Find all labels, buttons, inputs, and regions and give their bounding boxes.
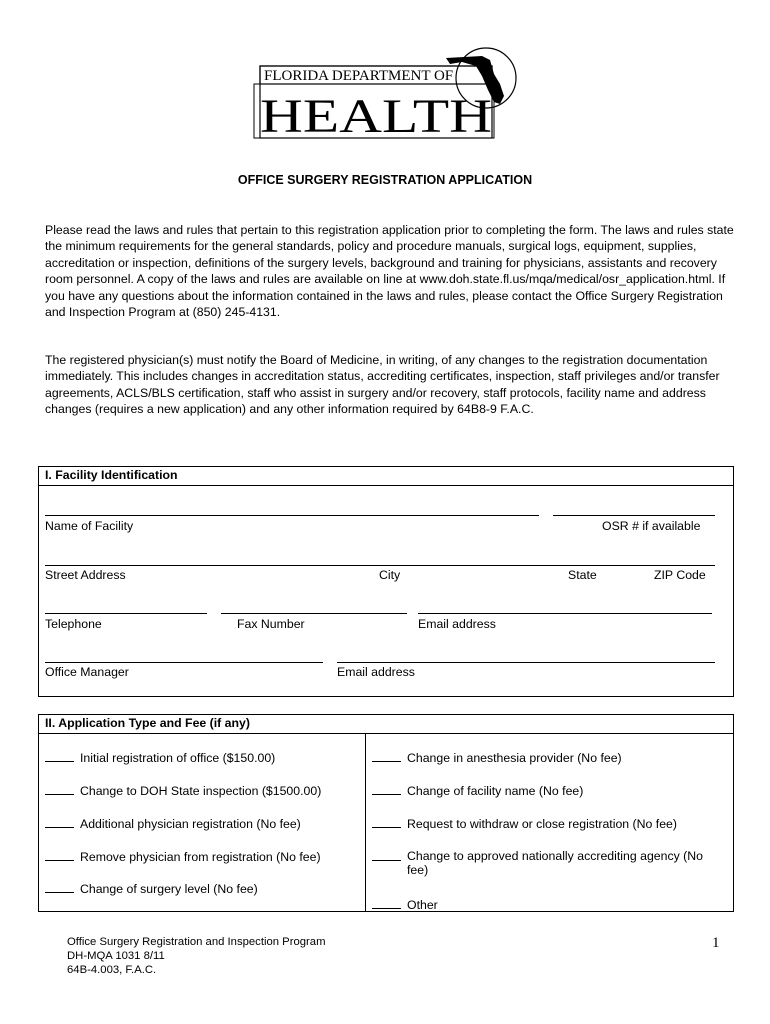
email-label: Email address [418,617,496,631]
fax-label: Fax Number [237,617,305,631]
option-accrediting-agency[interactable]: Change to approved nationally accrediting agency (No fee) [372,849,725,877]
option-surgery-level[interactable]: Change of surgery level (No fee) [45,881,258,896]
fax-field[interactable] [221,613,407,614]
checkbox-blank[interactable] [372,897,401,909]
option-other[interactable]: Other [372,897,438,912]
manager-email-field[interactable] [337,662,715,663]
option-initial-registration[interactable]: Initial registration of office ($150.00) [45,750,275,765]
page-number: 1 [712,935,720,951]
checkbox-blank[interactable] [372,750,401,762]
state-label: State [568,568,597,582]
checkbox-blank[interactable] [372,849,401,861]
telephone-field[interactable] [45,613,207,614]
facility-identification-section [38,466,734,697]
street-address-field[interactable] [45,565,715,566]
option-remove-physician[interactable]: Remove physician from registration (No fee) [45,849,321,864]
intro-paragraph: Please read the laws and rules that pertain to this registration application prior to completing the form. The laws and rules state the minimum requirements for the general standards, policy and procedure manuals, surgical logs, equipment, supplies, accreditation or inspection, definitions of the surgery levels, background and training for physicians, assistants and recovery room personnel. A copy of the laws and rules are available on line at www.doh.state.fl.us/mqa/medical/osr_application.html. If you have any questions about the information contained in the laws and rules, please contact the Office Surgery Registration and Inspection Program at (850) 245-4131. [45,223,734,320]
notice-paragraph: The registered physician(s) must notify the Board of Medicine, in writing, of any changes to the registration documentation immediately. This includes changes in accreditation status, accrediting certificates, inspection, staff privileges and/or transfer agreements, ACLS/BLS certification, staff who assist in surgery and/or recovery, staff protocols, facility name and address changes (requires a new application) and any other information required by 64B8-9 F.A.C. [45,353,720,417]
street-address-label: Street Address [45,568,126,582]
section-heading: I. Facility Identification [39,467,733,486]
footer-program: Office Surgery Registration and Inspection Program [67,936,326,948]
checkbox-blank[interactable] [45,750,74,762]
doh-logo [250,46,520,142]
option-facility-name[interactable]: Change of facility name (No fee) [372,783,583,798]
column-divider [365,733,366,911]
option-doh-inspection[interactable]: Change to DOH State inspection ($1500.00) [45,783,321,798]
facility-name-field[interactable] [45,515,539,516]
option-additional-physician[interactable]: Additional physician registration (No fee) [45,816,301,831]
option-withdraw-registration[interactable]: Request to withdraw or close registration (No fee) [372,816,677,831]
checkbox-blank[interactable] [45,849,74,861]
manager-email-label: Email address [337,665,415,679]
zip-label: ZIP Code [654,568,706,582]
logo-graphic [250,46,520,142]
facility-name-label: Name of Facility [45,519,134,533]
section-heading: II. Application Type and Fee (if any) [39,715,733,734]
email-field[interactable] [418,613,712,614]
office-manager-field[interactable] [45,662,323,663]
checkbox-blank[interactable] [372,816,401,828]
office-manager-label: Office Manager [45,665,129,679]
checkbox-blank[interactable] [45,881,74,893]
option-anesthesia-provider[interactable]: Change in anesthesia provider (No fee) [372,750,622,765]
footer-rule: 64B-4.003, F.A.C. [67,964,157,976]
logo-health-text: HEALTH [260,90,492,142]
osr-label: OSR # if available [602,519,701,533]
application-type-section [38,714,734,912]
checkbox-blank[interactable] [45,783,74,795]
osr-number-field[interactable] [553,515,715,516]
telephone-label: Telephone [45,617,102,631]
logo-dept-text: FLORIDA DEPARTMENT OF [264,68,454,84]
checkbox-blank[interactable] [372,783,401,795]
footer-form-number: DH-MQA 1031 8/11 [67,950,165,962]
page-title: OFFICE SURGERY REGISTRATION APPLICATION [237,173,533,187]
checkbox-blank[interactable] [45,816,74,828]
city-label: City [379,568,401,582]
